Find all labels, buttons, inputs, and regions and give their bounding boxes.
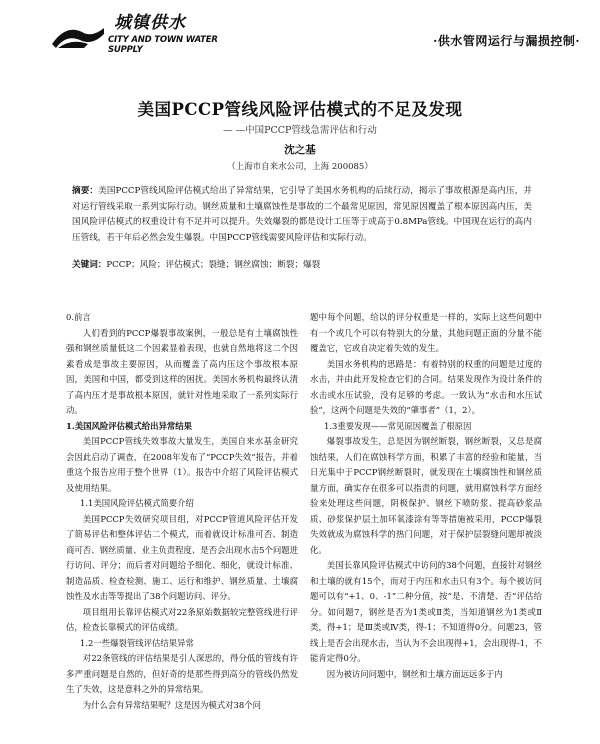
subsection-heading: 1.1美国风险评估模式简要介绍: [80, 498, 194, 508]
body-paragraph: 因为被访问问题中，钢丝和土壤方面远远多于内: [326, 668, 503, 679]
logo-english-text: CITY AND TOWN WATER SUPPLY: [108, 35, 218, 55]
page-header: [0, 0, 600, 60]
body-paragraph: 美国长靠风险评估模式中访问的38个问题，直接针对钢丝和土壤的就有15个，而对于内压和水击只有3个。每个被访问题可以有“+1、0、-1”二种分值，按“是、不清楚、否”评估给分。如问题7，钢丝是否为1类或Ⅱ类，当知道钢丝为1类或Ⅱ类，得+1；是Ⅲ类或Ⅳ类，得-1；不知道得0分。问题23，管线上是否会出现水击，当认为不会出现得+1，会出现得-1，不能肯定得0分。: [310, 560, 542, 663]
article-title: 美国PCCP管线风险评估模式的不足及发现: [137, 100, 463, 119]
article-author: 沈之基: [284, 144, 316, 156]
section-heading: 1.美国风险评估模式给出异常结果: [66, 420, 192, 431]
column-tag: ·供水管网运行与漏损控制·: [433, 34, 580, 48]
article-subtitle: — —中国PCCP管线急需评估和行动: [223, 125, 377, 136]
section-heading: 0.前言: [66, 312, 91, 322]
abstract: [72, 184, 532, 246]
abstract-text: 美国PCCP管线风险评估模式给出了异常结果，它引导了美国水务机构的后续行动，揭示了事故根源是高内压，并对运行管线采取一系列实际行动。钢丝质量和土壤腐蚀性是事故的二个最常见原因，常见原因覆盖了根本原因高内压，美国风险评估模式的权重设计有不足并可以提升。失效爆裂的都是设计工压等于或高于0.8MPa管线。中国现在运行的高内压管线，若干年后必然会发生爆裂。中国PCCP管线需要风险评估和实际行动。: [72, 186, 532, 243]
body-paragraph: 对22条管线的评估结果是引人深思的，得分低的管线有许多严重问题是自然的，但好奇的是那些得到高分的管线仍然发生了失效，这是意料之外的异常结果。: [66, 653, 298, 694]
journal-logo: [44, 8, 244, 54]
keywords-label: 关键词：: [72, 260, 107, 270]
body-column-left: [66, 310, 298, 713]
body-paragraph-continued: 题中每个问题，给以的评分权重是一样的，实际上这些问题中有一个或几个可以有特别大的分量，其他问题正面的分量不能覆盖它，它或自决定着失效的发生。: [310, 312, 542, 353]
author-affiliation: （上海市自来水公司，上海 200085）: [227, 162, 373, 172]
body-paragraph: 美国PCCP管线失效事故大量发生，美国自来水基金研究会因此启动了调查，在2008年发布了“PCCP失效”报告，并着重这个报告应用于整个世界（1）。报告中介绍了风险评估模式及使用结果。: [66, 436, 298, 493]
body-paragraph: 人们看到的PCCP爆裂事故案例，一般总是有土壤腐蚀性强和钢丝质量低这二个因素显着表现，也就自然地将这二个因素看成是事故主要原因，从而覆盖了高内压这个事故根本原因，美国和中国，都受到这样的困扰。美国水务机构最终认清了高内压才是事故根本原因，就针对性地采取了一系列实际行动。: [66, 327, 298, 415]
subsection-heading: 1.2一些爆裂管线评估结果异常: [80, 637, 194, 648]
abstract-label: 摘要：: [72, 186, 99, 196]
water-drop-logo-icon: [48, 18, 108, 50]
body-paragraph: 爆裂事故发生，总是因为钢丝断裂，钢丝断裂，又总是腐蚀结果，人们在腐蚀科学方面，积累了丰富的经验和能量，当日光集中于PCCP钢丝断裂时，就发现在土壤腐蚀性和钢丝质量方面，确实存在很多可以指责的问题，就用腐蚀科学方面经验来处理这些问题，阴极保护、钢丝下喷防浆、提高砂浆品质、砂浆保护层土加环氧漆涂有等等措施被采用，PCCP爆裂失效就成为腐蚀科学的热门问题，对于保护层裂缝问题却被淡化。: [310, 436, 542, 555]
body-column-right: [310, 310, 542, 682]
keywords-text: PCCP；风险；评估模式；裂缝；钢丝腐蚀；断裂；爆裂: [106, 260, 321, 270]
subsection-heading: 1.3重要发现——常见原因覆盖了根原因: [324, 420, 472, 431]
keywords: [72, 258, 532, 272]
body-paragraph: 为什么会有异常结果呢？这是因为模式对38个问: [82, 699, 261, 710]
logo-chinese-text: 城镇供水: [114, 13, 186, 33]
body-paragraph: 美国PCCP失效研究项目组，对PCCP管道风险评估开发了简易评估和整体评估二个模式，而着就设计标准可否、制造商可否、钢丝质量、业主负责程度、是否会出现水击5个问题进行访问、评分；而后者对问题给予细化、细化，就设计标准、制造品质、检查检测、施工、运行和维护、钢丝质量、土壤腐蚀性及水击等等提出了38个问题访问、评分。: [66, 513, 298, 601]
body-paragraph: 项目组用长靠评估模式对22条原始数据较完整管线进行评估，检查长靠模式的评估成绩。: [66, 606, 298, 632]
body-paragraph: 美国水务机构的思路是：有着特别的权重的问题是过度的水击，并由此开发检查它们的合同。结果发现作为设计条件的水击或水压试验，没有足够的考虑。一致认为“水击和水压试验”，这两个问题是失效的“肇事者”（1，2）。: [310, 358, 542, 415]
